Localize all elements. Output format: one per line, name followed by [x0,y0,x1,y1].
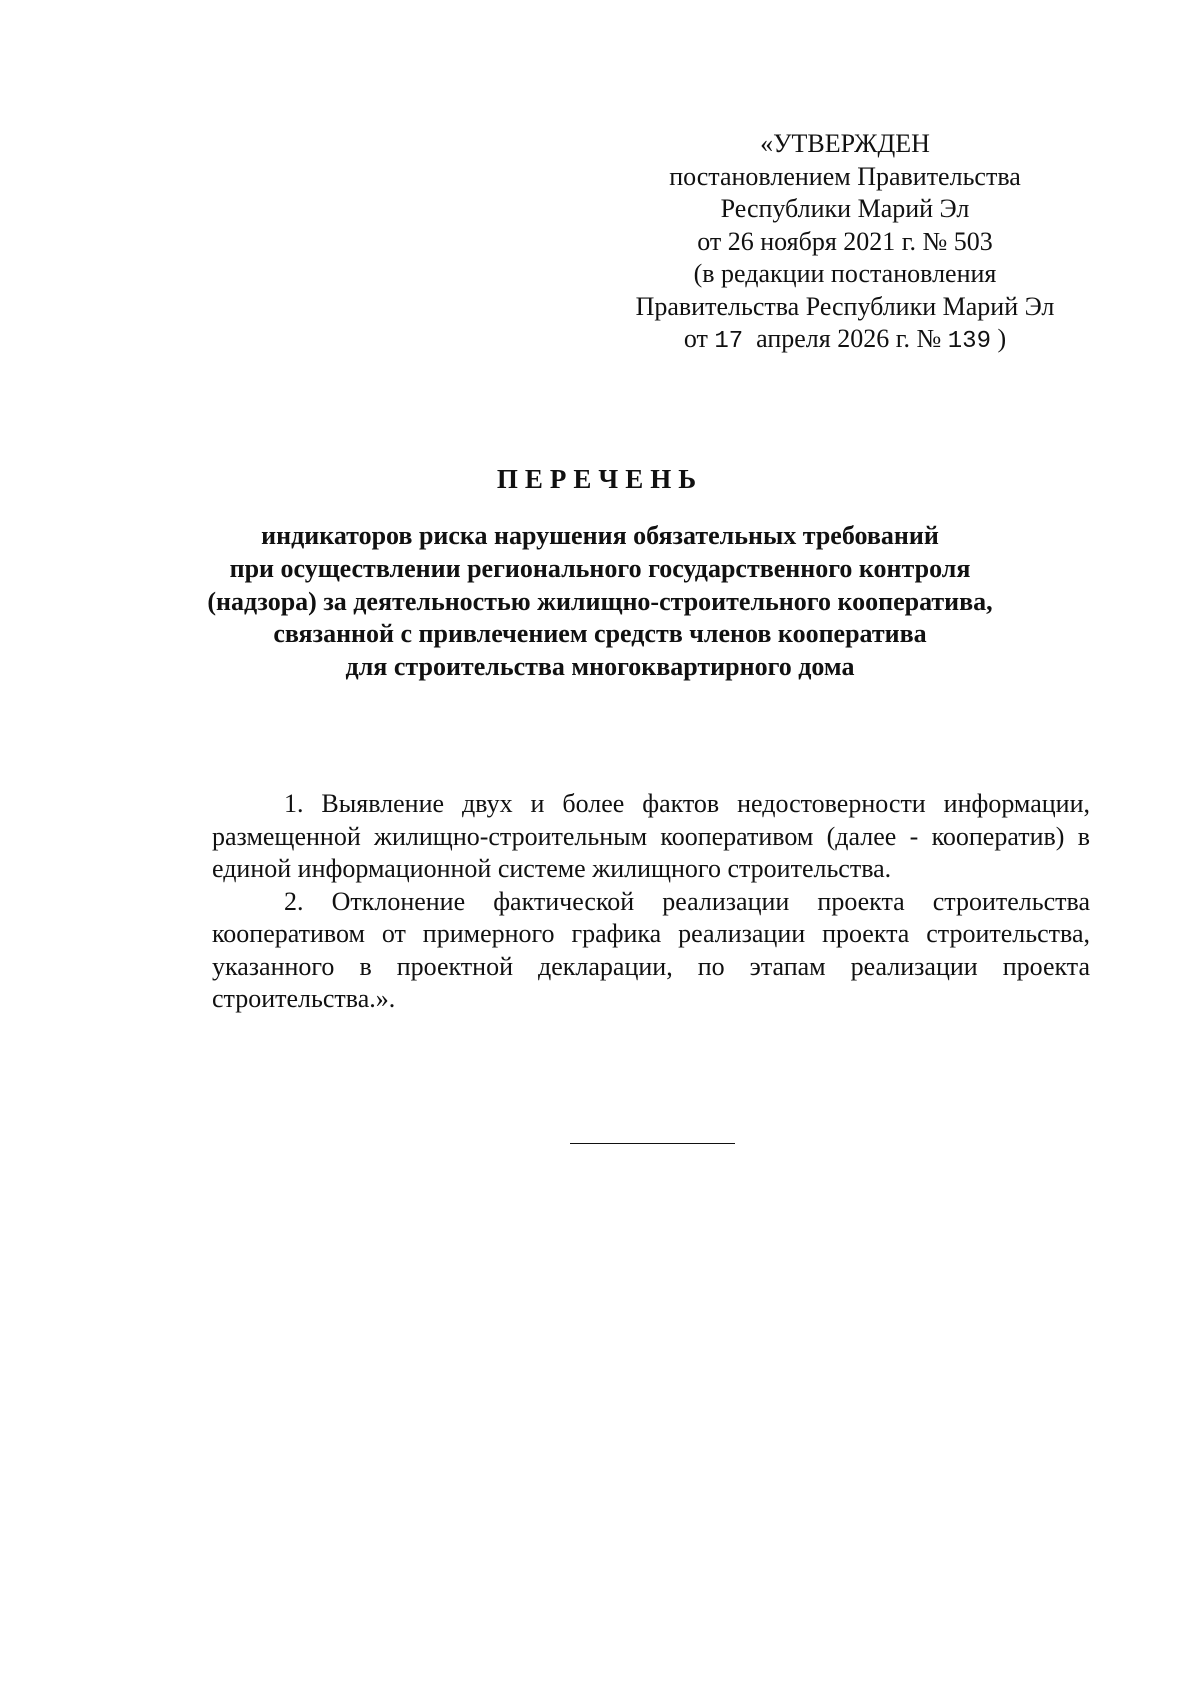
subtitle-line: при осуществлении регионального государственного контроля [229,553,971,583]
approval-block [600,128,1090,359]
approval-revision-date [600,323,1090,359]
approval-date-number: от 26 ноября 2021 г. № 503 [697,226,993,256]
approval-heading: «УТВЕРЖДЕН [760,129,930,158]
subtitle-line: связанной с привлечением средств членов кооператива [273,619,927,649]
list-item: 1. Выявление двух и более фактов недостоверности информации, размещенной жилищно-строительным кооперативом (далее - кооператив) в единой информационной системе жилищного строительства. [212,789,1090,883]
closing-divider [570,1143,735,1144]
revision-month-year: апреля 2026 г. № [756,324,942,353]
document-body [212,788,1090,1016]
revision-number: 139 [947,328,991,355]
subtitle-line: индикаторов риска нарушения обязательных требований [261,521,939,550]
list-item: 2. Отклонение фактической реализации проекта строительства кооперативом от примерного графика реализации проекта строительства, указанного в проектной декларации, по этапам реализации проекта строительства.». [212,886,1090,1013]
document-subtitle [150,520,1050,684]
subtitle-line: для строительства многоквартирного дома [345,652,855,682]
approval-line: Республики Марий Эл [720,194,970,223]
document-title: ПЕРЕЧЕНЬ [496,464,704,494]
approval-line: постановлением Правительства [669,161,1021,191]
revision-suffix: ) [997,324,1007,353]
approval-line: Правительства Республики Марий Эл [635,291,1055,321]
revision-prefix: от [683,324,708,353]
subtitle-line: (надзора) за деятельностью жилищно-строительного кооператива, [207,586,993,616]
approval-line: (в редакции постановления [693,259,997,288]
revision-day: 17 [714,328,744,355]
